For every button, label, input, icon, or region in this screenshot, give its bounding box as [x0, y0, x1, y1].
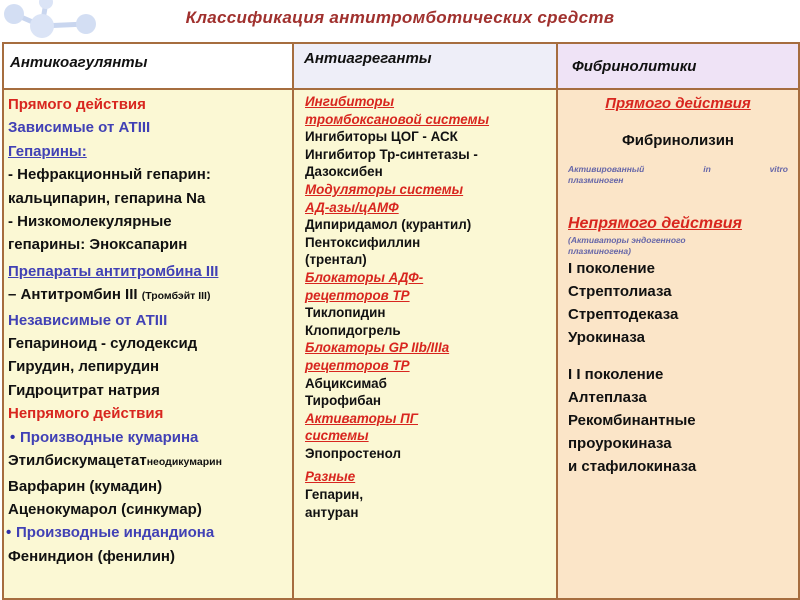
- list-item: Абциксимаб: [305, 375, 387, 391]
- antiplatelets-heading: Антиагреганты: [294, 44, 556, 90]
- list-item: Варфарин (кумадин): [8, 477, 163, 495]
- list-item: проурокиназа: [568, 435, 672, 452]
- list-item: Рекомбинантные: [568, 412, 696, 429]
- atiii-dependent-label: Зависимые от АТIII: [8, 119, 151, 137]
- heparins-label: Гепарины:: [8, 142, 87, 160]
- neodicoumarin: неодикумарин: [146, 456, 222, 469]
- list-item: Пентоксифиллин: [305, 234, 421, 250]
- list-item: Фибринолизин: [621, 132, 734, 149]
- list-item: Аценокумарол (синкумар): [8, 500, 202, 518]
- list-item: Клопидогрель: [305, 322, 401, 338]
- group-label: Активаторы ПГ: [305, 410, 418, 426]
- list-item: Гепарин,: [305, 487, 364, 503]
- direct-action-label: Прямого действия: [605, 95, 751, 112]
- list-item: [8, 283, 292, 308]
- list-item: (трентал): [305, 252, 367, 268]
- list-item: Эпопростенол: [305, 445, 401, 461]
- list-item: - Нефракционный гепарин:: [8, 166, 211, 184]
- anticoagulants-heading: Антикоагулянты: [4, 44, 292, 90]
- list-item: Тиклопидин: [305, 305, 386, 321]
- list-item: Тирофибан: [305, 393, 382, 409]
- list-item: Гирудин, лепирудин: [8, 358, 160, 376]
- list-item: Алтеплаза: [568, 389, 647, 406]
- fibrinolytics-column: [558, 42, 800, 600]
- list-item: Гепариноид - сулодексид: [8, 335, 198, 353]
- ethylbiscoumacetate: Этилбискумацетат: [8, 452, 147, 470]
- note-word: vitro: [769, 164, 788, 174]
- anticoagulants-column: [2, 42, 294, 600]
- activated-plasminogen-note: плазминоген: [568, 175, 624, 185]
- direct-action-label: Прямого действия: [8, 96, 146, 113]
- list-item: Ингибитор Тр-синтетазы -: [305, 146, 478, 162]
- list-item: гепарины: Эноксапарин: [8, 236, 188, 254]
- list-item: Урокиназа: [568, 329, 645, 346]
- atiii-independent-label: Независимые от АТIII: [8, 311, 168, 329]
- antithrombin-drugs-label: Препараты антитромбина III: [8, 262, 219, 280]
- group-label: Блокаторы GP IIb/IIIa: [305, 340, 450, 356]
- list-item: Гидроцитрат натрия: [8, 381, 160, 399]
- indirect-note: (Активаторы эндогенного: [568, 235, 686, 245]
- list-item: антуран: [305, 504, 359, 520]
- list-item: Дипиридамол (курантил): [305, 217, 472, 233]
- list-item: кальципарин, гепарина Na: [8, 189, 206, 207]
- group-label: Ингибиторы: [305, 94, 395, 109]
- group-label: АД-азы/цАМФ: [305, 199, 399, 215]
- group-label: системы: [305, 428, 369, 444]
- group-label: тромбоксановой системы: [305, 111, 490, 127]
- group-label: рецепторов ТР: [305, 357, 410, 373]
- list-item: Фениндион (фенилин): [8, 547, 175, 565]
- antithrombin-name: – Антитромбин III: [8, 286, 138, 304]
- note-word: in: [703, 164, 711, 174]
- generation-label: I поколение: [568, 260, 655, 277]
- group-label: рецепторов ТР: [305, 287, 410, 303]
- page-title: Классификация антитромботических средств: [185, 8, 615, 27]
- list-item: и стафилокиназа: [568, 458, 697, 475]
- antiplatelets-column: [294, 42, 558, 600]
- list-item: - Низкомолекулярные: [8, 213, 172, 231]
- group-label: Блокаторы АДФ-: [305, 269, 424, 285]
- fibrinolytics-heading: Фибринолитики: [558, 44, 798, 90]
- list-item: Дазоксибен: [305, 164, 383, 180]
- coumarin-derivatives-label: • Производные кумарина: [8, 426, 292, 449]
- group-label: Разные: [305, 469, 356, 485]
- indirect-action-label: Непрямого действия: [8, 405, 164, 423]
- antithrombin-brand: (Тромбэйт III): [141, 290, 211, 303]
- list-item: Ингибиторы ЦОГ - АСК: [305, 129, 458, 145]
- list-item: [8, 449, 292, 474]
- activated-plasminogen-note: [568, 164, 798, 175]
- indirect-note: плазминогена): [568, 246, 631, 256]
- group-label: Модуляторы системы: [305, 181, 464, 197]
- list-item: Стрептолиаза: [568, 283, 672, 300]
- note-word: Активированный: [568, 164, 645, 174]
- list-item: Стрептодеказа: [568, 306, 679, 323]
- indandione-derivatives-label: • Производные индандиона: [8, 521, 292, 544]
- indirect-action-label: Непрямого действия: [568, 215, 742, 232]
- generation-label: I I поколение: [568, 366, 664, 383]
